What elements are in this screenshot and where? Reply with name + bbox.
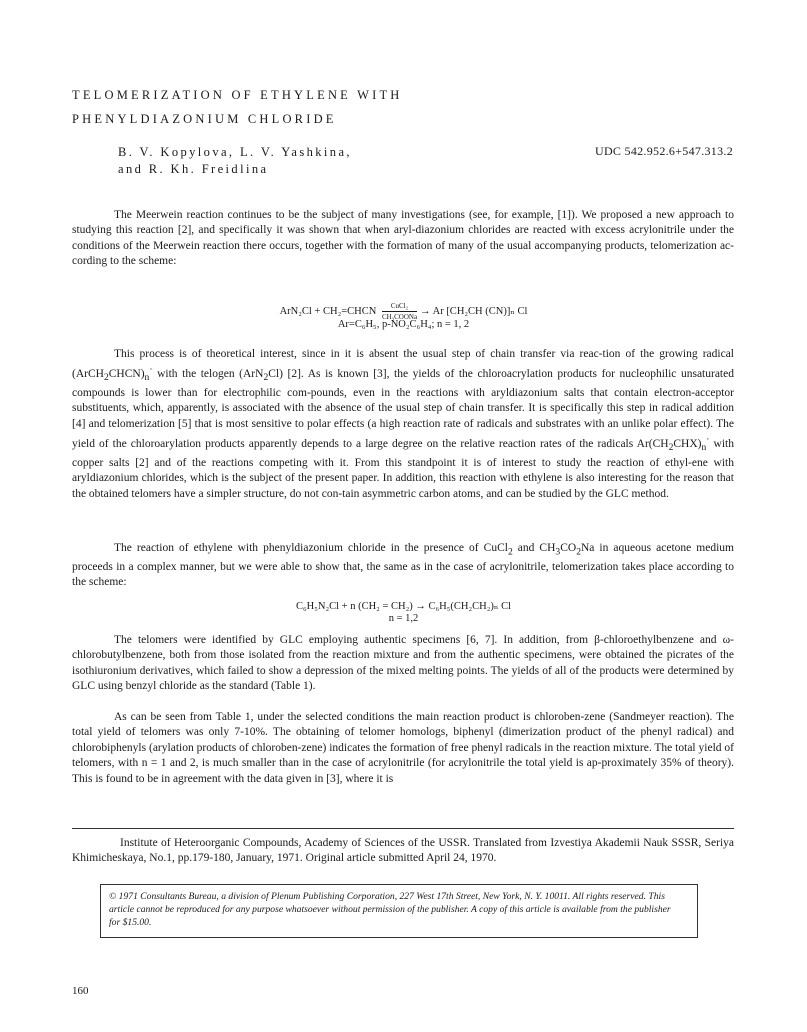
scheme-1-catalyst-top: CuCl₂ xyxy=(382,302,417,312)
copyright-notice: © 1971 Consultants Bureau, a division of Plenum Publishing Corporation, 227 West 17th Street, New York, N. Y. 10011. All rights reserved. This article cannot be reproduced for any purpose whatsoever without permission of the publisher. A copy of this article is available from the publisher for $15.00. xyxy=(109,891,671,928)
authors-line-2: and R. Kh. Freidlina xyxy=(118,162,269,176)
paragraph-1: The Meerwein reaction continues to be the subject of many investigations (see, for example, [1]). We proposed a new approach to studying this reaction [2], and specifically it was shown that when aryl-diazonium chlorides are reacted with excess acrylonitrile under the conditions of the Meerwein reaction there occurs, together with the formation of many of the usual accompanying products, telomerization ac-cording to the scheme: xyxy=(72,209,734,268)
article-title-line-2: PHENYLDIAZONIUM CHLORIDE xyxy=(72,112,337,126)
scheme-2-condition: n = 1,2 xyxy=(388,613,419,624)
p3-text-b: and CH xyxy=(512,542,556,554)
scheme-1-condition: Ar=C₆H₅, p-NO₂C₆H₄; n = 1, 2 xyxy=(337,319,470,330)
udc-code: UDC 542.952.6+547.313.2 xyxy=(594,144,733,158)
scheme-1-catalyst-bottom: CH₃COONa xyxy=(381,313,418,321)
footnote-divider xyxy=(72,828,734,829)
paragraph-5: As can be seen from Table 1, under the selected conditions the main reaction product is chloroben-zene (Sandmeyer reaction). The total yield of telomers was only 7-10%. The obtaining of telomer homologs, biphenyl (dimerization product of the phenyl radical) and chlorobiphenyls (arylation products of chloroben-zene) indicates the formation of free phenyl radicals in the reaction mixture. The total yield of telomers, with n = 1 and 2, is much smaller than in the case of acrylonitrile (for acrylonitrile the total yield is ap-proximately 35% of theory). This is found to be in agreement with the data given in [3], where it is xyxy=(72,711,734,785)
affiliation-footnote: Institute of Heteroorganic Compounds, Academy of Sciences of the USSR. Translated from Izvestiya Akademii Nauk SSSR, Seriya Khimicheskaya, No.1, pp.179-180, January, 1971. Original article submitted April 24, 1970. xyxy=(72,837,734,865)
page-number: 160 xyxy=(72,985,89,997)
copyright-box xyxy=(100,884,698,938)
p3-text-c: CO xyxy=(560,542,577,554)
authors-line-1: B. V. Kopylova, L. V. Yashkina, xyxy=(118,145,352,159)
scheme-1-products: Ar [CH₂CH (CN)]ₙ Cl xyxy=(432,305,528,317)
paragraph-4: The telomers were identified by GLC employing authentic specimens [6, 7]. In addition, from β-chloroethylbenzene and ω-chlorobutylbenzene, both from those isolated from the reaction mixture and from the authentic specimens, were obtained the picrates of the isothiuronium derivatives, which failed to show a depression of the mixed melting points. The yields of all of the products were determined by GLC using benzyl chloride as the standard (Table 1). xyxy=(72,634,734,693)
scheme-1-reactants: ArN₂Cl + CH₂=CHCN xyxy=(279,305,377,317)
p2-text-b: CHCN) xyxy=(108,368,145,381)
paragraph-2: This process is of theoretical interest, since in it is absent the usual step of chain transfer via reac-tion of the growing radical $(ArCH_2CHCN)_n^\cdot$ with the telogen (ArN$_2$Cl) [2]. As is known [3], the yields of the chloroacrylation products for nucleophilic unsaturated compounds is lower than for electrophilic com-pounds, even in the reactions with aryldiazonium salts that contain electron-acceptor substituents, which, apparently, is associated with the absence of the usual step of chain transfer. It is specifically this step in radical addition [4] and telomerization [5] that is most sensitive to polar effects (a high reaction rate of radicals and substrates with an unlike polar effect). The yield of the chloroarylation products apparently depends to a large degree on the relative reaction rates of the radicals $Ar(CH_2CHX)_n^\cdot$ with copper salts [2] and of the reactions competing with it. From this standpoint it is of interest to study the reaction of ethyl-ene with aryldiazonium chlorides, which is the subject of the present paper. In addition, this reaction with ethylene is also interesting for the reason that the obtained telomers have a simpler structure, do not con-tain asymmetric carbon atoms, and can be studied by the GLC method. xyxy=(72,348,734,500)
p2-text-a: This process is of theoretical interest, since in it is absent the usual step of chain transfer via reac-tion of the growing radical (ArCH xyxy=(72,348,734,381)
p3-text-a: The reaction of ethylene with phenyldiazonium chloride in the presence of CuCl xyxy=(114,542,508,554)
p2-text-f: with copper salts [2] and of the reactions competing with it. From this standpoint it is of interest to study the reaction of ethyl-ene with aryldiazonium chlorides, which is the subject of the present paper. In addition, this reaction with ethylene is also interesting for the reason that the obtained telomers have a simpler structure, do not con-tain asymmetric carbon atoms, and can be studied by the GLC method. xyxy=(72,437,734,500)
p2-text-e: CHX) xyxy=(673,437,702,450)
paragraph-3: The reaction of ethylene with phenyldiazonium chloride in the presence of CuCl$_2$ and $CH_3CO_2Na$ in aqueous acetone medium proceeds in a complex manner, but we were able to show that, the same as in the case of acrylonitrile, telomerization takes place according to the scheme: xyxy=(72,542,734,589)
article-title-line-1: TELOMERIZATION OF ETHYLENE WITH xyxy=(72,88,403,102)
authors xyxy=(118,144,352,178)
scheme-2-reaction: C₆H₅N₂Cl + n (CH₂ = CH₂) → C₆H₅(CH₂CH₂)ₙ Cl xyxy=(295,601,511,612)
reaction-arrow-icon: → xyxy=(420,305,431,317)
p2-text-c: with the telogen (ArN xyxy=(152,368,264,381)
p3-text-d: Na in aqueous acetone medium proceeds in a complex manner, but we were able to show that, the same as in the case of acrylonitrile, telomerization takes place according to the scheme: xyxy=(72,542,734,589)
p2-text-d: Cl) [2]. As is known [3], the yields of the chloroacrylation products for nucleophilic unsaturated compounds is lower than for electrophilic com-pounds, even in the reactions with aryldiazonium salts that contain electron-acceptor substituents, which, apparently, is associated with the absence of the usual step of chain transfer. It is specifically this step in radical addition [4] and telomerization [5] that is most sensitive to polar effects (a high reaction rate of radicals and substrates with an unlike polar effect). The yield of the chloroarylation products apparently depends to a large degree on the relative reaction rates of the radicals Ar(CH xyxy=(72,368,734,450)
